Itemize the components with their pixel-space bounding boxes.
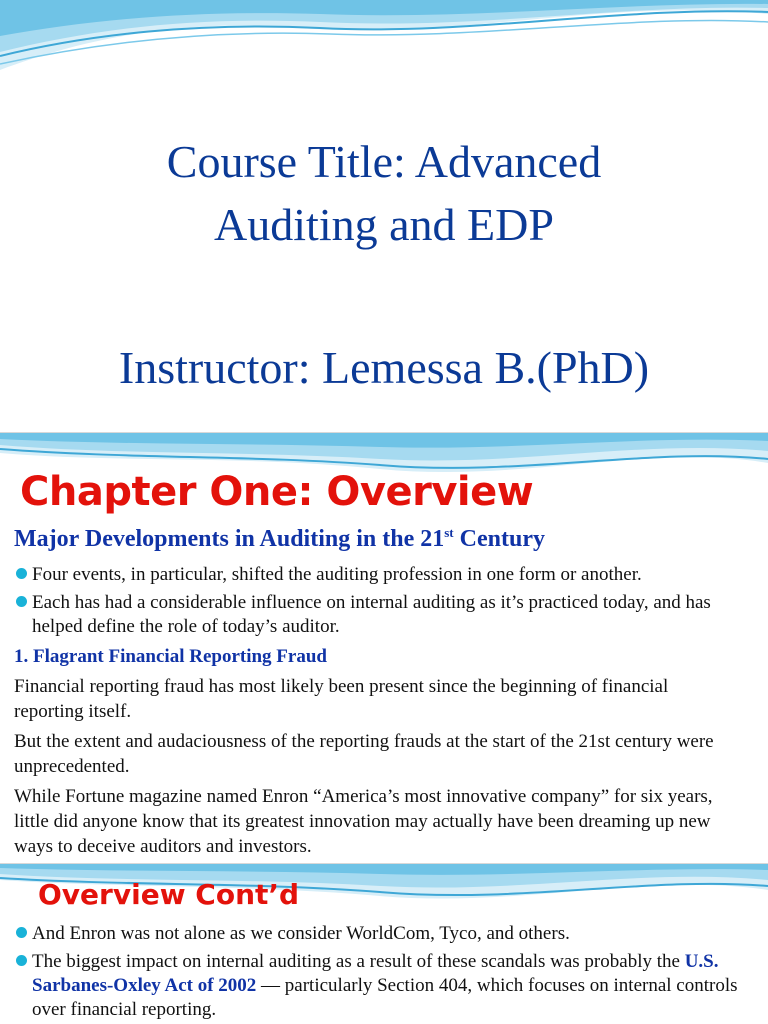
section-subheading: Major Developments in Auditing in the 21st Century	[14, 525, 545, 552]
slide-title: Overview Cont’d	[38, 878, 300, 911]
chapter-title: Chapter One: Overview	[20, 469, 534, 515]
course-title-line-1: Course Title: Advanced	[166, 136, 602, 187]
paragraph: But the extent and audaciousness of the reporting frauds at the start of the 21st century were unprecedented.	[14, 731, 714, 777]
numbered-heading: 1. Flagrant Financial Reporting Fraud	[14, 646, 327, 667]
wave-decoration	[0, 0, 768, 80]
bullet-item: Four events, in particular, shifted the auditing profession in one form or another.	[14, 563, 754, 587]
overview-slide	[0, 433, 768, 864]
paragraph: While Fortune magazine named Enron “America’s most innovative company” for six years, little did anyone know that its greatest innovation may actually have been dreaming up new ways to deceive auditors and investors.	[14, 786, 713, 857]
bullet-item: The biggest impact on internal auditing as a result of these scandals was probably the U.S. Sarbanes-Oxley Act of 2002 — particularly Section 404, which focuses on internal controls over financial reporting.	[14, 950, 754, 1022]
overview-continued-slide	[0, 864, 768, 1024]
bullet-icon	[16, 596, 27, 607]
bullet-icon	[16, 955, 27, 966]
paragraph: Financial reporting fraud has most likely been present since the beginning of financial reporting itself.	[14, 676, 669, 722]
instructor-line: Instructor: Lemessa B.(PhD)	[118, 342, 650, 393]
title-slide	[0, 0, 768, 433]
bullet-item: And Enron was not alone as we consider WorldCom, Tyco, and others.	[14, 922, 754, 946]
bullet-icon	[16, 568, 27, 579]
bullet-icon	[16, 927, 27, 938]
course-title-line-2: Auditing and EDP	[214, 199, 554, 250]
act-highlight: U.S. Sarbanes-Oxley Act of 2002	[32, 951, 719, 996]
bullet-item: Each has had a considerable influence on internal auditing as it’s practiced today, and has helped define the role of today’s auditor.	[14, 591, 734, 639]
